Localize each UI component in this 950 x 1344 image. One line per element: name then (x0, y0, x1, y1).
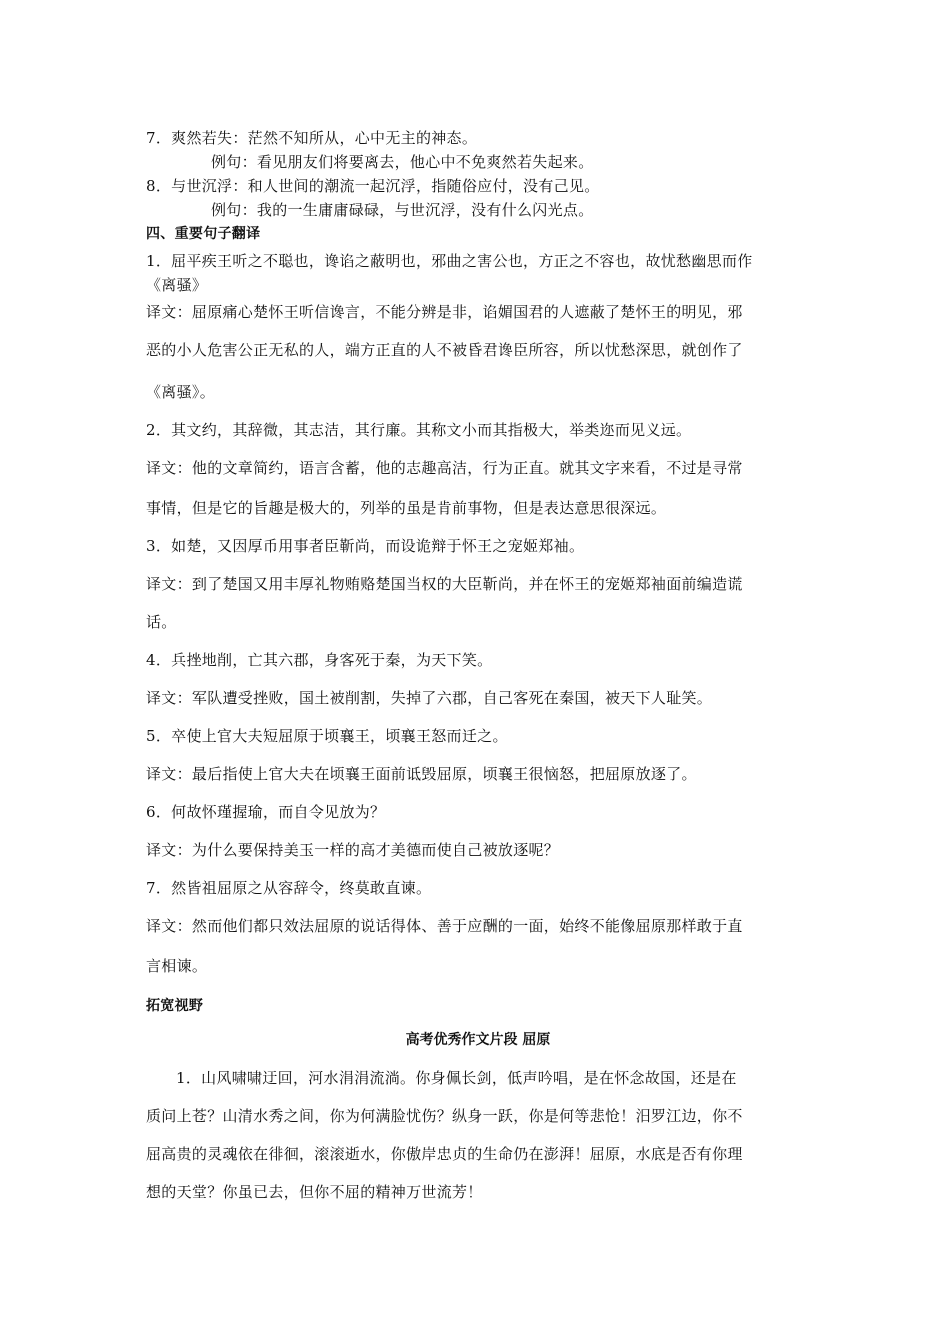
sentence-2-translation: 译文：他的文章简约，语言含蓄，他的志趣高洁，行为正直。就其文字来看，不过是寻常 (146, 459, 743, 477)
section-heading-expand: 拓宽视野 (146, 998, 204, 1014)
sentence-3-original: 3．如楚，又因厚币用事者臣靳尚，而设诡辩于怀王之宠姬郑袖。 (146, 537, 585, 555)
sentence-2-translation-cont: 事情，但是它的旨趣是极大的，列举的虽是肯前事物，但是表达意思很深远。 (146, 499, 667, 517)
essay-paragraph-line-2: 质问上苍？山清水秀之间，你为何满脸忧伤？纵身一跃，你是何等悲怆！汨罗江边，你不 (146, 1107, 743, 1125)
sentence-6-translation: 译文：为什么要保持美玉一样的高才美德而使自己被放逐呢？ (146, 841, 560, 859)
sentence-7-translation-cont: 言相谏。 (146, 957, 208, 975)
essay-paragraph-line-3: 屈高贵的灵魂依在徘徊，滚滚逝水，你傲岸忠贞的生命仍在澎湃！屈原，水底是否有你理 (146, 1145, 743, 1163)
section-heading-translation: 四、重要句子翻译 (146, 226, 261, 242)
sentence-7-translation: 译文：然而他们都只效法屈原的说话得体、善于应酬的一面，始终不能像屈原那样敢于直 (146, 917, 743, 935)
sentence-3-translation-cont: 话。 (146, 613, 177, 631)
sentence-4-translation: 译文：军队遭受挫败，国土被削割，失掉了六郡，自己客死在秦国，被天下人耻笑。 (146, 689, 713, 707)
sentence-4-original: 4．兵挫地削，亡其六郡，身客死于秦，为天下笑。 (146, 651, 493, 669)
vocab-item-7: 7．爽然若失：茫然不知所从，心中无主的神态。 (146, 129, 478, 147)
sentence-1-translation-cont: 恶的小人危害公正无私的人，端方正直的人不被昏君谗臣所容，所以忧愁深思，就创作了 (146, 341, 743, 359)
sentence-1-original-cont: 《离骚》 (146, 276, 208, 294)
sentence-2-original: 2．其文约，其辞微，其志洁，其行廉。其称文小而其指极大，举类迩而见义远。 (146, 421, 692, 439)
essay-paragraph-line-1: 1．山风啸啸迂回，河水涓涓流淌。你身佩长剑，低声吟唱，是在怀念故国，还是在 (176, 1069, 737, 1087)
sentence-5-translation: 译文：最后指使上官大夫在顷襄王面前诋毁屈原，顷襄王很恼怒，把屈原放逐了。 (146, 765, 697, 783)
sentence-7-original: 7．然皆祖屈原之从容辞令，终莫敢直谏。 (146, 879, 432, 897)
vocab-item-8: 8．与世沉浮：和人世间的潮流一起沉浮，指随俗应付，没有己见。 (146, 177, 600, 195)
sentence-1-translation: 译文：屈原痛心楚怀王听信谗言，不能分辨是非，谄媚国君的人遮蔽了楚怀王的明见，邪 (146, 303, 743, 321)
sentence-1-original: 1．屈平疾王听之不聪也，谗谄之蔽明也，邪曲之害公也，方正之不容也，故忧愁幽思而作 (146, 252, 753, 270)
vocab-example-8: 例句：我的一生庸庸碌碌，与世沉浮，没有什么闪光点。 (211, 201, 594, 219)
essay-title: 高考优秀作文片段 屈原 (405, 1032, 551, 1048)
sentence-1-translation-end: 《离骚》。 (146, 383, 216, 401)
essay-paragraph-line-4: 想的天堂？你虽已去，但你不屈的精神万世流芳！ (146, 1183, 483, 1201)
sentence-3-translation: 译文：到了楚国又用丰厚礼物贿赂楚国当权的大臣靳尚，并在怀王的宠姬郑袖面前编造谎 (146, 575, 743, 593)
sentence-6-original: 6．何故怀瑾握瑜，而自令见放为？ (146, 803, 386, 821)
sentence-5-original: 5．卒使上官大夫短屈原于顷襄王，顷襄王怒而迁之。 (146, 727, 508, 745)
vocab-example-7: 例句：看见朋友们将要离去，他心中不免爽然若失起来。 (211, 153, 594, 171)
